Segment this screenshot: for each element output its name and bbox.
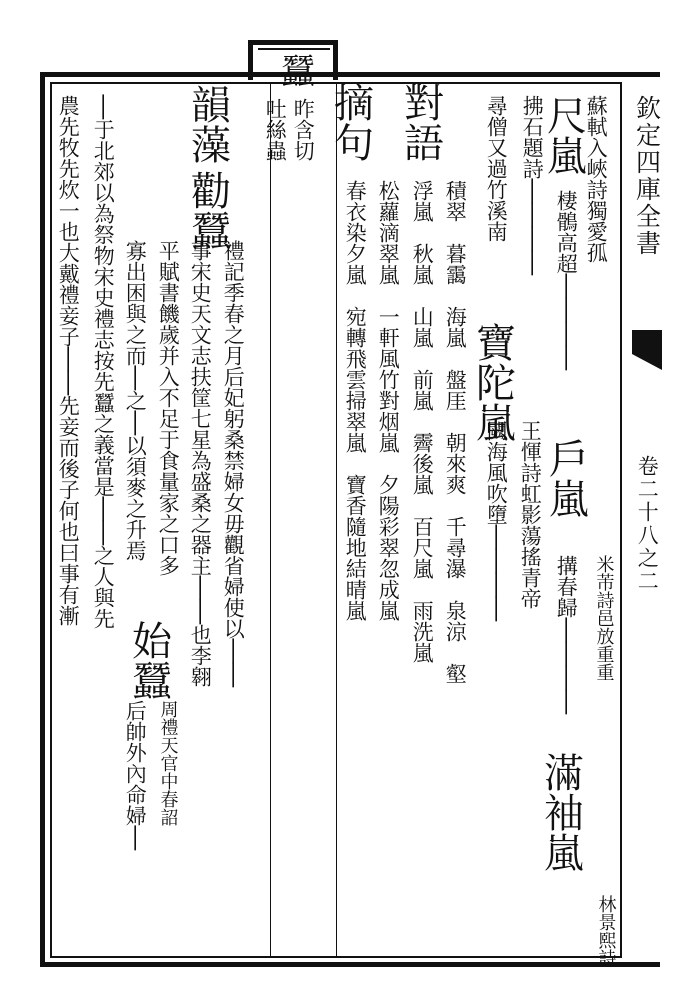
text-column-c29 [120, 240, 150, 561]
text-column-c31 [88, 95, 118, 629]
column-rule-right [336, 82, 337, 958]
inner-border-left [50, 82, 52, 958]
text-column-c26 [153, 240, 183, 576]
column-text: │于北郊以為祭物宋史禮志按先蠶之義當是││之人與先 [91, 95, 116, 629]
text-column-c12 [515, 420, 545, 609]
column-text: 勸蠶 [184, 170, 231, 250]
margin-title-text: 欽定四庫全書 [632, 95, 662, 257]
text-column-c4 [540, 438, 590, 518]
column-text: 農先牧先炊一也大戴禮妾子││先妾而後子何也曰事有漸 [56, 95, 81, 626]
column-text: 積翠 暮靄 海嵐 盤厓 朝來爽 千尋瀑 泉涼 壑 [443, 180, 468, 684]
outer-border-bottom [40, 962, 660, 967]
text-column-c9 [516, 95, 548, 275]
text-column-c21 [260, 98, 290, 161]
margin-title [630, 95, 664, 257]
text-column-c17 [374, 180, 402, 621]
text-column-c27 [124, 620, 172, 700]
column-text: 春衣染夕嵐 宛轉飛雲掃翠嵐 寶香隨地結晴嵐 [343, 180, 368, 621]
column-text: 韻藻 [184, 84, 231, 164]
text-column-c6 [551, 555, 581, 714]
inner-border-bottom [50, 956, 620, 958]
text-column-c23 [178, 170, 236, 250]
column-text: 后帥外內命婦│ [123, 700, 148, 850]
fish-tail-mark [632, 330, 662, 370]
text-column-c24 [218, 240, 248, 687]
column-text: 始蠶 [125, 620, 172, 700]
column-text: 浮嵐 秋嵐 山嵐 前嵐 霽後嵐 百尺嵐 雨洗嵐 [410, 180, 435, 663]
text-column-c15 [441, 180, 469, 684]
column-text: 棲鶻高超││││ [554, 190, 579, 370]
text-column-c32 [53, 95, 83, 626]
text-column-c20 [288, 98, 318, 161]
column-text: 摘句 [327, 82, 374, 162]
column-text: 闕海風吹墮││││ [484, 420, 509, 621]
column-text: 尋僧又過竹溪南 [484, 95, 509, 242]
text-column-c14 [391, 82, 449, 162]
chapter-label [632, 455, 662, 593]
column-text: 王惲詩虹影蕩搖青帝 [518, 420, 543, 609]
header-box-top [248, 40, 338, 45]
column-text: 滿袖嵐 [537, 752, 584, 872]
text-column-c25 [185, 240, 215, 687]
column-text: 昨含切 [291, 98, 316, 161]
column-text: 米芾詩邑放重重 [593, 555, 615, 681]
chapter-label-text: 卷二十八之二 [635, 455, 660, 593]
text-column-c8 [593, 895, 619, 967]
column-text: 林景熙詩 [595, 895, 617, 967]
text-column-c10 [481, 95, 511, 242]
column-text: 事宋史天文志扶筐七星為盛桑之器主││也李翱 [188, 240, 213, 687]
header-box-left [248, 40, 253, 80]
outer-border-left [40, 72, 45, 967]
column-text: 對語 [397, 82, 444, 162]
column-text: 拂石題詩││││ [520, 95, 545, 275]
outer-border-top [40, 72, 660, 77]
column-text: 周禮天官中春詔 [157, 700, 179, 826]
text-column-c22 [178, 84, 236, 164]
column-text: 寶陀嵐 [469, 322, 516, 442]
text-column-c7 [534, 752, 586, 872]
column-text: 蘇軾入峽詩獨愛孤 [584, 95, 609, 263]
header-box-inner [258, 48, 330, 50]
text-column-c5 [591, 555, 617, 681]
text-column-c16 [408, 180, 436, 663]
text-column-c18 [324, 82, 376, 162]
text-column-c28 [155, 700, 181, 826]
column-text: 寡出困與之而│之│以須麥之升焉 [123, 240, 148, 561]
column-text: 平賦書饑歲并入不足于食量家之口多 [156, 240, 181, 576]
text-column-c19 [341, 180, 369, 621]
column-text: 吐絲蟲 [263, 98, 288, 161]
text-column-c13 [481, 420, 511, 621]
margin-rule [620, 82, 622, 958]
column-rule-left [270, 82, 271, 958]
column-text: 尺嵐 [540, 95, 587, 175]
text-column-c30 [120, 700, 150, 850]
column-text: 搆春歸││││ [554, 555, 579, 714]
text-column-c3 [551, 190, 581, 370]
column-text: 禮記季春之月后妃躬桑禁婦女毋觀省婦使以││ [221, 240, 246, 687]
header-box-right [333, 40, 338, 80]
column-text: 松蘿滴翠嵐 一軒風竹對烟嵐 夕陽彩翠忽成嵐 [376, 180, 401, 621]
header-term [274, 52, 322, 92]
column-text: 戶嵐 [542, 438, 589, 518]
header-term-text: 蠶 [281, 52, 315, 92]
